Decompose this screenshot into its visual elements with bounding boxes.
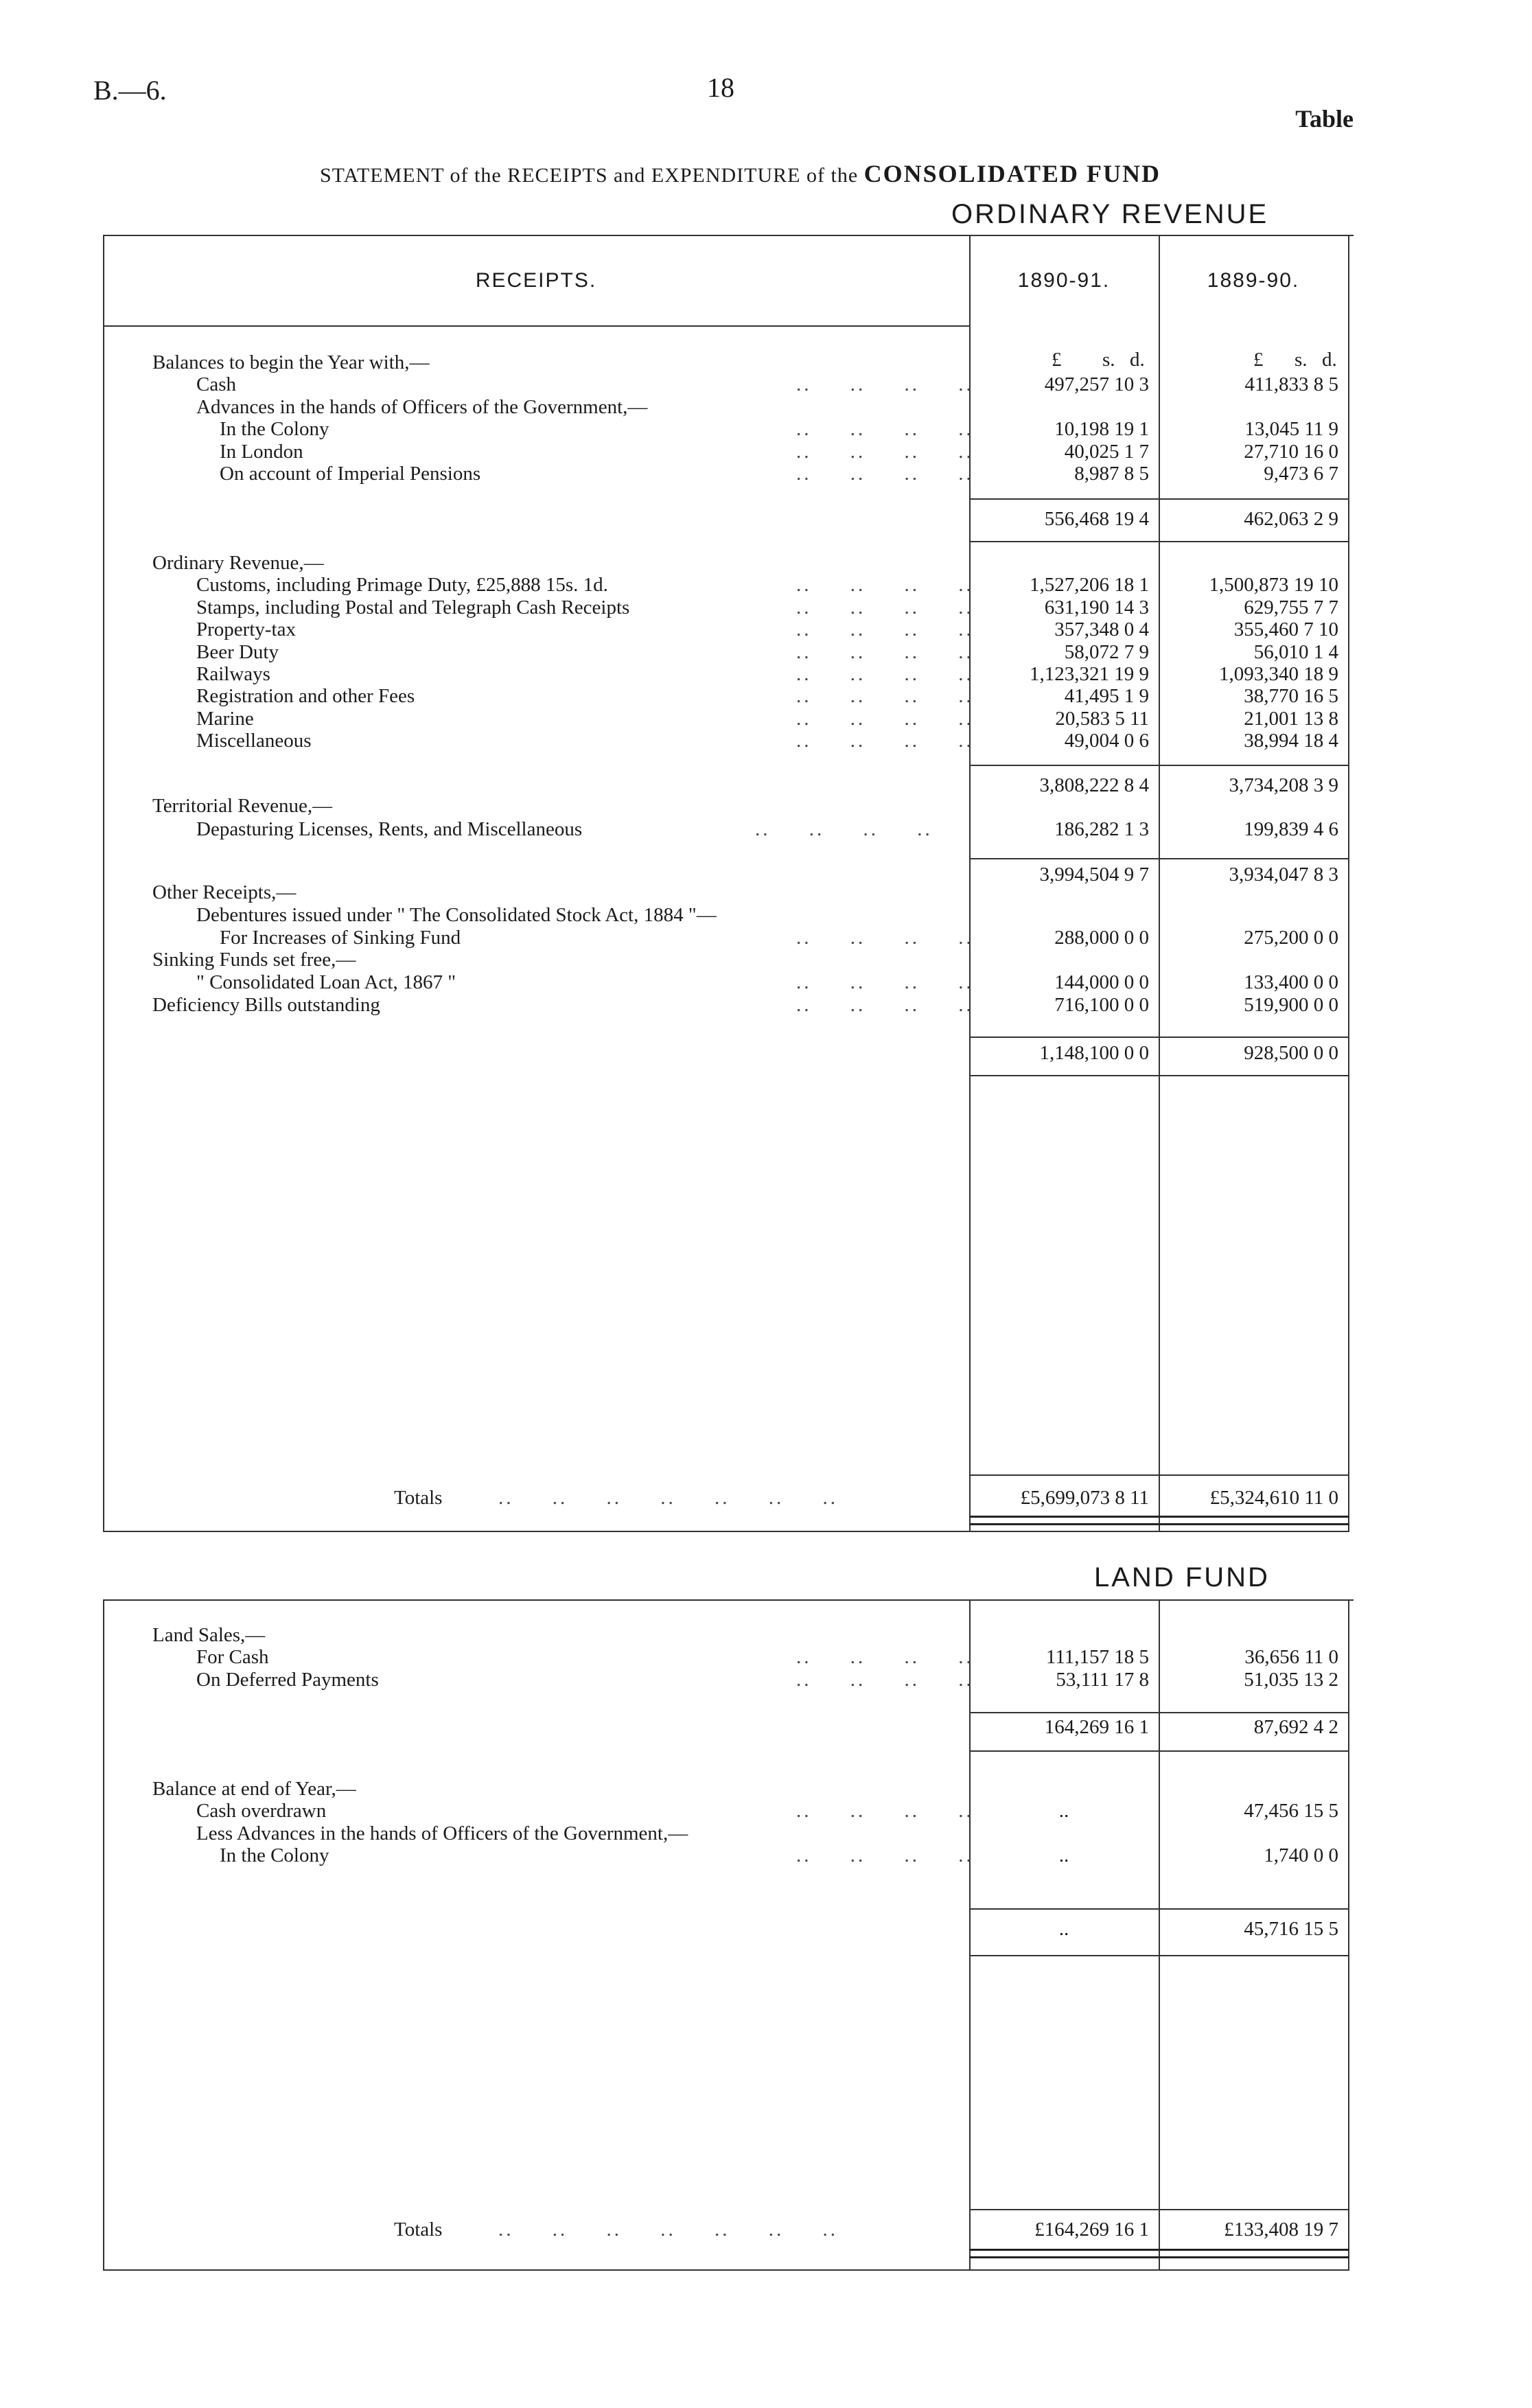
leader-dots: .. .. .. .. xyxy=(796,618,974,641)
row-label: Cash overdrawn xyxy=(196,1800,327,1822)
row-value-year1: 8,987 8 5 xyxy=(1074,463,1149,485)
leader-dots: .. .. .. .. .. .. .. xyxy=(498,1487,838,1509)
table-row xyxy=(0,574,1532,596)
subtotal-balances-year1: 556,468 19 4 xyxy=(1044,508,1149,530)
subtotal-row-sales xyxy=(0,1716,1532,1738)
row-value-year2: 38,770 16 5 xyxy=(1244,685,1338,708)
subtotal-row-ordinary xyxy=(0,774,1532,796)
row-value-year1: 49,004 0 6 xyxy=(1064,730,1149,752)
row-label: Balances to begin the Year with,— xyxy=(152,351,430,373)
totals-row xyxy=(0,1487,1532,1509)
totals-label: Totals xyxy=(394,1487,443,1509)
row-label: Miscellaneous xyxy=(196,730,312,752)
leader-dots: .. .. .. .. xyxy=(796,926,974,949)
subtotal-rule xyxy=(969,541,1349,542)
table-row xyxy=(0,730,1532,752)
leader-dots: .. .. .. .. xyxy=(796,640,974,663)
row-label: For Increases of Sinking Fund xyxy=(220,926,461,949)
table-row xyxy=(0,1800,1532,1822)
territorial-heading: Territorial Revenue,— xyxy=(152,795,333,817)
row-label: Ordinary Revenue,— xyxy=(152,552,324,574)
subtotal-balance-year2: 45,716 15 5 xyxy=(1244,1918,1338,1940)
totals-row xyxy=(0,2219,1532,2241)
shilling-unit-year2: s. xyxy=(1295,349,1308,371)
territorial-year1: 186,282 1 3 xyxy=(1054,818,1149,840)
row-label: Balance at end of Year,— xyxy=(152,1778,356,1800)
table-row xyxy=(0,685,1532,707)
row-label: Property-tax xyxy=(196,618,296,641)
row-value-year2: 629,755 7 7 xyxy=(1244,596,1338,618)
subtotal-rule xyxy=(969,498,1349,500)
table-row xyxy=(0,373,1532,395)
subtotal-rule xyxy=(969,1955,1349,1956)
table-top-rule xyxy=(103,1599,1354,1601)
table-row xyxy=(0,949,1532,971)
row-label: For Cash xyxy=(196,1646,269,1669)
subtotal-row-balance xyxy=(0,1918,1532,1940)
subtotal-revenue-year2: 3,934,047 8 3 xyxy=(1229,864,1338,885)
row-label: Registration and other Fees xyxy=(196,685,415,708)
table-row xyxy=(0,396,1532,418)
row-label: In the Colony xyxy=(220,1844,329,1867)
totals-rule xyxy=(969,2209,1349,2210)
row-value-year2: 355,460 7 10 xyxy=(1233,618,1338,641)
subtotal-rule xyxy=(969,1908,1349,1910)
subtotal-row-balances xyxy=(0,508,1532,530)
table-row xyxy=(0,663,1532,685)
subtotal-sales-year1: 164,269 16 1 xyxy=(1044,1716,1149,1738)
pound-unit-year2: £ xyxy=(1253,349,1264,371)
leader-dots: .. .. .. .. xyxy=(796,707,974,730)
row-label: Customs, including Primage Duty, £25,888 15s. 1d. xyxy=(196,574,608,597)
row-value-year2: 51,035 13 2 xyxy=(1244,1668,1338,1691)
row-value-year1: 1,123,321 19 9 xyxy=(1030,663,1149,685)
table-top-rule xyxy=(103,235,1354,236)
row-value-year1: 58,072 7 9 xyxy=(1064,640,1149,663)
leader-dots: .. .. .. .. xyxy=(796,1668,974,1691)
table-row xyxy=(0,904,1532,926)
table-row xyxy=(0,881,1532,903)
row-value-year2: 275,200 0 0 xyxy=(1244,926,1338,949)
table-row xyxy=(0,351,1532,373)
row-label: Beer Duty xyxy=(196,640,279,663)
pence-unit-year2: d. xyxy=(1322,349,1337,371)
table-row xyxy=(0,1624,1532,1646)
leader-dots: .. .. .. .. .. .. .. xyxy=(498,2219,838,2241)
row-value-year2: 38,994 18 4 xyxy=(1244,730,1338,752)
leader-dots: .. .. .. .. xyxy=(796,994,974,1016)
row-label: " Consolidated Loan Act, 1867 " xyxy=(196,971,456,994)
totals-year2: £5,324,610 11 0 xyxy=(1209,1487,1338,1509)
column-header-receipts: RECEIPTS. xyxy=(475,269,597,292)
subtotal-balances-year2: 462,063 2 9 xyxy=(1244,508,1338,530)
territorial-year2: 199,839 4 6 xyxy=(1244,818,1338,840)
leader-dots: .. .. .. .. xyxy=(796,1844,974,1867)
territorial-heading-row xyxy=(0,795,1532,817)
row-value-year2: 21,001 13 8 xyxy=(1244,707,1338,730)
leader-dots: .. .. .. .. xyxy=(796,685,974,708)
row-label: Stamps, including Postal and Telegraph Cash Receipts xyxy=(196,596,630,618)
subtotal-rule xyxy=(969,765,1349,766)
table-row xyxy=(0,1778,1532,1800)
table-row xyxy=(0,1669,1532,1691)
row-value-year1: .. xyxy=(1058,1844,1069,1867)
territorial-row xyxy=(0,818,1532,840)
row-value-year1: 41,495 1 9 xyxy=(1064,685,1149,708)
table-row xyxy=(0,971,1532,993)
row-value-year1: 53,111 17 8 xyxy=(1056,1668,1149,1691)
table-row xyxy=(0,418,1532,440)
row-value-year2: 411,833 8 5 xyxy=(1244,373,1338,396)
leader-dots: .. .. .. .. xyxy=(796,663,974,685)
row-value-year2: 27,710 16 0 xyxy=(1244,440,1338,463)
row-label: On Deferred Payments xyxy=(196,1668,379,1691)
statement-title-fund: CONSOLIDATED FUND xyxy=(863,160,1161,187)
totals-label: Totals xyxy=(394,2219,443,2241)
table-bottom-rule xyxy=(103,2269,1349,2271)
table-row xyxy=(0,441,1532,463)
row-label: In the Colony xyxy=(220,418,329,441)
row-value-year2: 133,400 0 0 xyxy=(1244,971,1338,994)
leader-dots: .. .. .. .. xyxy=(755,818,933,840)
table-row xyxy=(0,708,1532,730)
row-value-year2: 47,456 15 5 xyxy=(1244,1800,1338,1822)
leader-dots: .. .. .. .. xyxy=(796,730,974,752)
statement-title xyxy=(320,159,1161,188)
table-row xyxy=(0,1844,1532,1866)
totals-double-rule xyxy=(969,1516,1349,1525)
row-value-year2: 1,740 0 0 xyxy=(1264,1844,1338,1867)
leader-dots: .. .. .. .. xyxy=(796,596,974,618)
ordinary-revenue-heading: ORDINARY REVENUE xyxy=(951,199,1269,229)
subtotal-row-other xyxy=(0,1042,1532,1064)
column-header-year2: 1889-90. xyxy=(1207,269,1300,292)
subtotal-ordinary-year2: 3,734,208 3 9 xyxy=(1229,774,1338,796)
leader-dots: .. .. .. .. xyxy=(796,418,974,441)
row-label: Railways xyxy=(196,663,270,685)
statement-title-prefix: STATEMENT of the RECEIPTS and EXPENDITURE of the xyxy=(320,164,859,187)
table-row xyxy=(0,597,1532,618)
totals-year1: £5,699,073 8 11 xyxy=(1020,1487,1149,1509)
row-value-year1: 357,348 0 4 xyxy=(1054,618,1149,641)
table-bottom-rule xyxy=(103,1531,1349,1532)
table-row xyxy=(0,618,1532,640)
row-label: Sinking Funds set free,— xyxy=(152,949,356,971)
document-reference: B.—6. xyxy=(93,75,167,106)
leader-dots: .. .. .. .. xyxy=(796,440,974,463)
totals-year2: £133,408 19 7 xyxy=(1224,2219,1338,2241)
row-label: Cash xyxy=(196,373,236,396)
row-value-year1: 497,257 10 3 xyxy=(1044,373,1149,396)
row-label: Debentures issued under " The Consolidated Stock Act, 1884 "— xyxy=(196,903,717,926)
shilling-unit-year1: s. xyxy=(1102,349,1115,371)
leader-dots: .. .. .. .. xyxy=(796,373,974,396)
row-value-year1: .. xyxy=(1058,1800,1069,1822)
row-value-year2: 13,045 11 9 xyxy=(1244,418,1338,441)
leader-dots: .. .. .. .. xyxy=(796,1646,974,1669)
subtotal-rule xyxy=(969,1037,1349,1038)
totals-year1: £164,269 16 1 xyxy=(1034,2219,1149,2241)
pound-unit-year1: £ xyxy=(1052,349,1062,371)
row-value-year1: 10,198 19 1 xyxy=(1054,418,1149,441)
column-header-year1: 1890-91. xyxy=(1017,269,1111,292)
table-row xyxy=(0,1646,1532,1668)
header-rule xyxy=(103,325,971,327)
row-label: Land Sales,— xyxy=(152,1624,266,1646)
table-row xyxy=(0,994,1532,1016)
row-value-year1: 111,157 18 5 xyxy=(1045,1646,1149,1669)
row-value-year2: 519,900 0 0 xyxy=(1244,994,1338,1016)
table-label: Table xyxy=(1295,105,1354,132)
subtotal-other-year1: 1,148,100 0 0 xyxy=(1039,1042,1149,1064)
subtotal-rule xyxy=(969,1075,1349,1076)
row-value-year2: 36,656 11 0 xyxy=(1244,1646,1338,1669)
row-value-year1: 20,583 5 11 xyxy=(1055,707,1149,730)
row-label: Other Receipts,— xyxy=(152,881,297,903)
territorial-label: Depasturing Licenses, Rents, and Miscellaneous xyxy=(196,818,583,840)
row-value-year1: 40,025 1 7 xyxy=(1064,440,1149,463)
subtotal-other-year2: 928,500 0 0 xyxy=(1244,1042,1338,1064)
row-label: On account of Imperial Pensions xyxy=(220,463,481,485)
leader-dots: .. .. .. .. xyxy=(796,463,974,485)
subtotal-rule xyxy=(969,1712,1349,1713)
subtotal-rule xyxy=(969,1750,1349,1752)
row-label: Deficiency Bills outstanding xyxy=(152,994,380,1016)
table-row xyxy=(0,552,1532,574)
subtotal-rule xyxy=(969,858,1349,859)
leader-dots: .. .. .. .. xyxy=(796,574,974,597)
totals-double-rule xyxy=(969,2249,1349,2258)
row-label: In London xyxy=(220,440,303,463)
leader-dots: .. .. .. .. xyxy=(796,1800,974,1822)
row-value-year2: 56,010 1 4 xyxy=(1253,640,1338,663)
row-label: Marine xyxy=(196,707,254,730)
row-value-year1: 631,190 14 3 xyxy=(1044,596,1149,618)
row-label: Advances in the hands of Officers of the Government,— xyxy=(196,395,648,418)
pence-unit-year1: d. xyxy=(1130,349,1145,371)
row-value-year2: 1,093,340 18 9 xyxy=(1219,663,1338,685)
subtotal-sales-year2: 87,692 4 2 xyxy=(1253,1716,1338,1738)
row-value-year1: 1,527,206 18 1 xyxy=(1030,574,1149,597)
table-row xyxy=(0,641,1532,663)
subtotal-balance-year1: .. xyxy=(1058,1918,1069,1940)
row-value-year1: 288,000 0 0 xyxy=(1054,926,1149,949)
row-value-year1: 144,000 0 0 xyxy=(1054,971,1149,994)
table-row xyxy=(0,927,1532,949)
row-value-year2: 1,500,873 19 10 xyxy=(1209,574,1338,597)
row-value-year2: 9,473 6 7 xyxy=(1264,463,1338,485)
subtotal-revenue-year1: 3,994,504 9 7 xyxy=(1039,864,1149,885)
page-number: 18 xyxy=(707,72,734,103)
leader-dots: .. .. .. .. xyxy=(796,971,974,994)
table-row xyxy=(0,1822,1532,1844)
subtotal-ordinary-year1: 3,808,222 8 4 xyxy=(1039,774,1149,796)
totals-rule xyxy=(969,1474,1349,1476)
table-row xyxy=(0,463,1532,485)
land-fund-heading: LAND FUND xyxy=(1094,1562,1270,1593)
row-label: Less Advances in the hands of Officers of the Government,— xyxy=(196,1822,688,1844)
row-value-year1: 716,100 0 0 xyxy=(1054,994,1149,1016)
